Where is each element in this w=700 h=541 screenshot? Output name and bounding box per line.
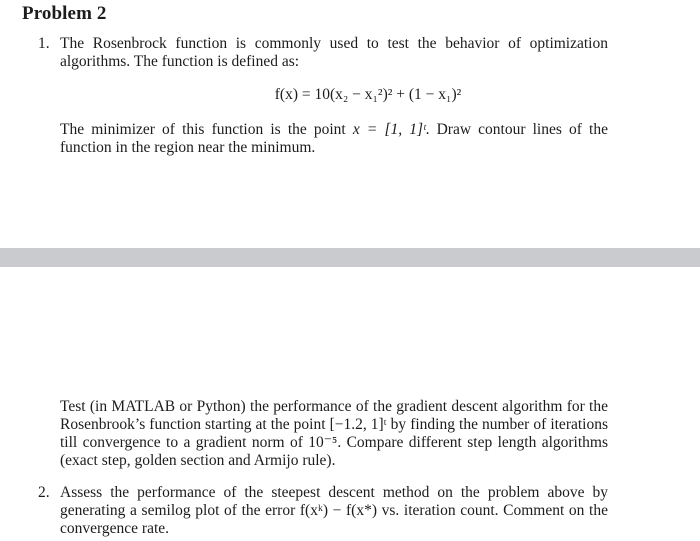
page-gap-band — [0, 248, 700, 267]
item-2-number: 2. — [38, 484, 50, 501]
formula-text: f(x) = 10(x₂ − x₁²)² + (1 − x₁)² — [274, 86, 462, 103]
item-1-continuation: Test (in MATLAB or Python) the performance of the gradient descent algorithm for the Rosenbrook’s function starting at the point [−1.2, 1]ᵗ by finding the number of iterations till convergence to a gradient norm of 10⁻⁵. Compare different step length algorithms (exact step, golden section and Armijo rule). — [60, 398, 608, 469]
minimizer-point: x = [1, 1]ᵗ — [352, 121, 426, 138]
problem-heading: Problem 2 — [22, 3, 107, 24]
item-1-minimizer — [60, 121, 608, 157]
item-1-number: 1. — [38, 35, 50, 52]
minimizer-text-b: . Draw contour lines of the function in the region near the minimum. — [60, 121, 608, 156]
item-1-intro: The Rosenbrock function is commonly used to test the behavior of optimization algorithms. The function is defined as: — [60, 35, 608, 70]
item-2-text: Assess the performance of the steepest descent method on the problem above by generating a semilog plot of the error f(xᵏ) − f(x*) vs. iteration count. Comment on the convergence rate. — [60, 484, 608, 537]
minimizer-text-a: The minimizer of this function is the point — [60, 121, 353, 138]
rosenbrock-formula — [0, 86, 700, 104]
